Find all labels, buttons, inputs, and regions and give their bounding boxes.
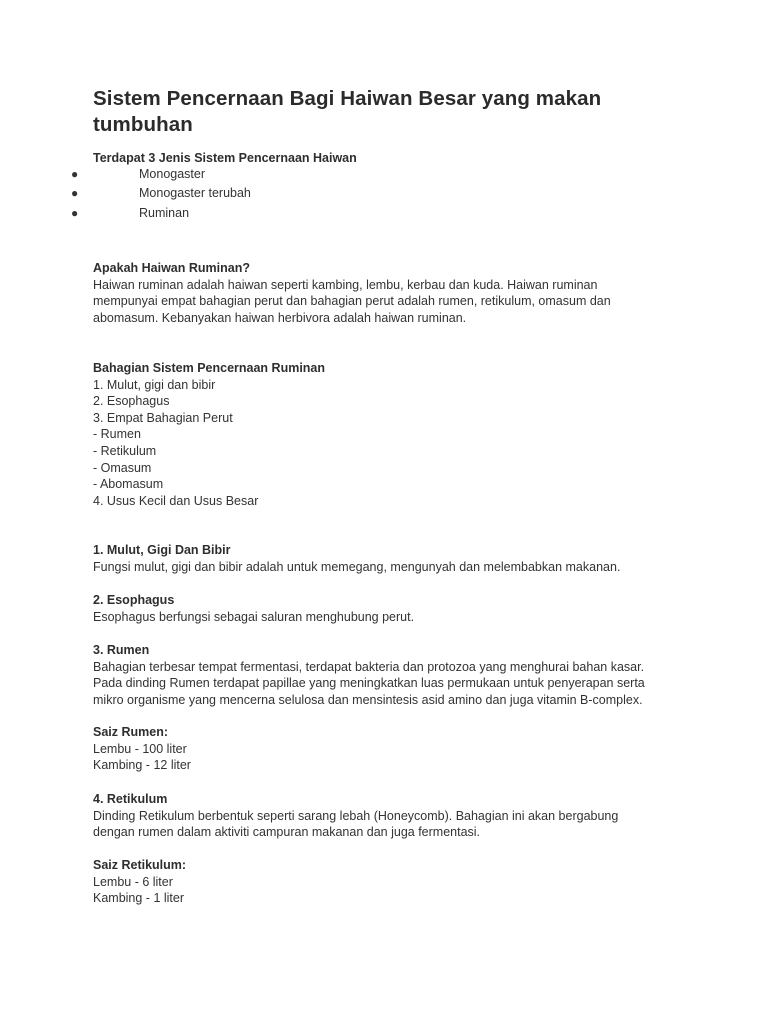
mulut-section (93, 542, 663, 575)
list-item: ● Ruminan (71, 204, 571, 224)
retikulum-heading: 4. Retikulum (93, 792, 168, 806)
parts-line: - Retikulum (93, 443, 157, 458)
list-item: ● Monogaster terubah (71, 184, 571, 204)
document-title: Sistem Pencernaan Bagi Haiwan Besar yang makan tumbuhan (93, 87, 602, 136)
esophagus-body: Esophagus berfungsi sebagai saluran menghubung perut. (93, 609, 415, 624)
saiz-retikulum-line: Lembu - 6 liter (93, 874, 173, 889)
retikulum-section (93, 791, 663, 841)
parts-line: 2. Esophagus (93, 394, 170, 409)
parts-line: - Rumen (93, 427, 141, 442)
bullet-icon: ● (71, 166, 79, 181)
ruminant-body: Haiwan ruminan adalah haiwan seperti kambing, lembu, kerbau dan kuda. Haiwan ruminan mempunyai empat bahagian perut dan bahagian perut adalah rumen, retikulum, omasum dan abomasum. Kebanyakan haiwan herbivora adalah haiwan ruminan. (93, 277, 611, 325)
saiz-rumen-heading: Saiz Rumen: (93, 725, 169, 739)
types-heading: Terdapat 3 Jenis Sistem Pencernaan Haiwan (93, 151, 357, 165)
bullet-icon: ● (71, 205, 79, 220)
types-section (71, 150, 663, 225)
saiz-retikulum-line: Kambing - 1 liter (93, 891, 185, 906)
rumen-body: Bahagian terbesar tempat fermentasi, terdapat bakteria dan protozoa yang menghurai bahan kasar. Pada dinding Rumen terdapat papillae yang meningkatkan luas permukaan untuk penyerapan serta mikro organisme yang mencerna selulosa dan mensintesis asid amino dan juga vitamin B-complex. (93, 659, 645, 707)
bullet-icon: ● (71, 186, 79, 201)
list-item: ● Monogaster (71, 165, 571, 185)
ruminant-heading: Apakah Haiwan Ruminan? (93, 261, 250, 275)
parts-line: 3. Empat Bahagian Perut (93, 410, 233, 425)
rumen-section (93, 642, 663, 708)
esophagus-section (93, 592, 663, 625)
parts-line: - Abomasum (93, 477, 164, 492)
saiz-rumen-line: Kambing - 12 liter (93, 758, 191, 773)
esophagus-heading: 2. Esophagus (93, 593, 175, 607)
saiz-retikulum-section (93, 857, 663, 907)
saiz-rumen-line: Lembu - 100 liter (93, 741, 187, 756)
parts-section (93, 360, 663, 509)
retikulum-body: Dinding Retikulum berbentuk seperti sarang lebah (Honeycomb). Bahagian ini akan bergabung dengan rumen dalam aktiviti campuran makanan dan juga fermentasi. (93, 808, 619, 840)
saiz-retikulum-heading: Saiz Retikulum: (93, 858, 187, 872)
parts-line: - Omasum (93, 460, 152, 475)
mulut-body: Fungsi mulut, gigi dan bibir adalah untuk memegang, mengunyah dan melembabkan makanan. (93, 559, 621, 574)
types-list (71, 165, 663, 225)
ruminant-section (93, 260, 663, 326)
mulut-heading: 1. Mulut, Gigi Dan Bibir (93, 543, 231, 557)
saiz-rumen-section (93, 724, 663, 774)
parts-line: 4. Usus Kecil dan Usus Besar (93, 493, 259, 508)
parts-heading: Bahagian Sistem Pencernaan Ruminan (93, 361, 326, 375)
rumen-heading: 3. Rumen (93, 643, 150, 657)
parts-line: 1. Mulut, gigi dan bibir (93, 377, 216, 392)
document-page (71, 86, 663, 906)
